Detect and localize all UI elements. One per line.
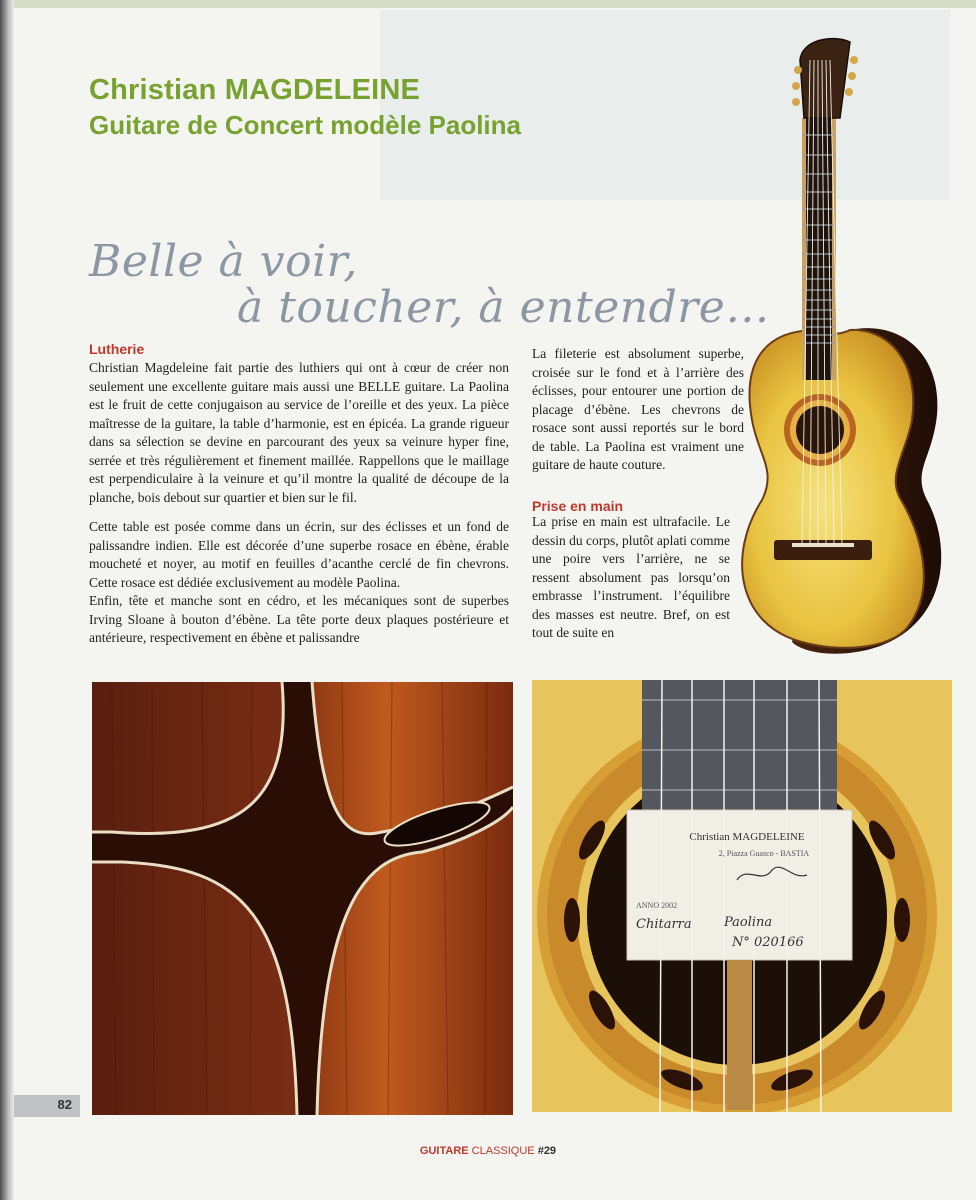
maker-title: Christian MAGDELEINE bbox=[89, 74, 421, 106]
magazine-footer bbox=[0, 1145, 976, 1157]
fileterie-column bbox=[532, 345, 744, 486]
lutherie-paragraph-2: Cette table est posée comme dans un écrin, sur des éclisses et un fond de palissandre indien. Elle est décorée d’une superbe rosace en ébène, érable moucheté et noyer, au motif en feuilles d’acanthe cerclé de fin chevrons. Cette rosace est dédiée exclusivement au modèle Paolina. bbox=[89, 519, 509, 590]
lutherie-heading: Lutherie bbox=[89, 341, 145, 357]
prise-en-main-heading: Prise en main bbox=[532, 498, 624, 514]
prise-en-main-column bbox=[532, 513, 730, 654]
footer-brand: GUITARE bbox=[419, 1145, 469, 1157]
rosette-label-photo bbox=[532, 680, 952, 1112]
label-maker: Christian MAGDELEINE bbox=[689, 831, 805, 843]
page-binding-edge bbox=[0, 0, 14, 1200]
label-hand-2: Paolina bbox=[724, 915, 773, 930]
footer-issue: #29 bbox=[534, 1145, 557, 1157]
page-number: 82 bbox=[57, 1097, 72, 1112]
lutherie-paragraph-1: Christian Magdeleine fait partie des luthiers qui ont à cœur de créer non seulement une excellente guitare mais aussi une BELLE guitare. La Paolina est le fruit de cette conjugaison au service de l’oreille et des yeux. La pièce maîtresse de la guitare, la table d’harmonie, est en épicéa. La grande rigueur dans sa sélection se devine en parcourant des yeux sa veinure hyper fine, serrée et très régulièrement et finement maillée. Rappellons que le maillage est perpendiculaire à la veinure et qu’il montre la qualité de découpe de la planche, bois debout sur quartier et bien sur le fil. bbox=[89, 360, 509, 505]
headline-line-1: Belle à voir, bbox=[89, 236, 358, 287]
label-address: 2, Piazza Guasco - BASTIA bbox=[718, 849, 810, 858]
lutherie-column bbox=[89, 359, 509, 659]
footer-brand-sub: CLASSIQUE bbox=[468, 1145, 535, 1157]
prise-en-main-paragraph: La prise en main est ultrafacile. Le dessin du corps, plutôt aplati comme une poire vers l’arrière, ne se ressent absolument pas lorsqu’on embrasse l’instrument. l’équilibre des masses est neutre. Bref, on est tout de suite en bbox=[532, 514, 730, 640]
model-subtitle: Guitare de Concert modèle Paolina bbox=[89, 110, 521, 140]
guitar-photo bbox=[722, 30, 962, 660]
lutherie-paragraph-3: Enfin, tête et manche sont en cédro, et les mécaniques sont de superbes Irving Sloane à bouton d’ébène. La tête porte deux plaques postérieure et antérieure, respectivement en ébène et palissandre bbox=[89, 593, 509, 645]
headline-line-2: à toucher, à entendre… bbox=[237, 282, 770, 333]
fileterie-paragraph: La fileterie est absolument superbe, croisée sur le fond et à l’arrière des éclisses, pour entourer une portion de placage d’ébène. Les chevrons de rosace sont aussi reportés sur le bord de table. La Paolina est vraiment une guitare de haute couture. bbox=[532, 346, 744, 472]
label-number: N° 020166 bbox=[732, 935, 804, 950]
top-color-strip bbox=[14, 0, 976, 8]
label-year: ANNO 2002 bbox=[636, 901, 678, 910]
label-hand-1: Chitarra bbox=[636, 917, 692, 932]
rosewood-back-photo bbox=[92, 682, 513, 1115]
